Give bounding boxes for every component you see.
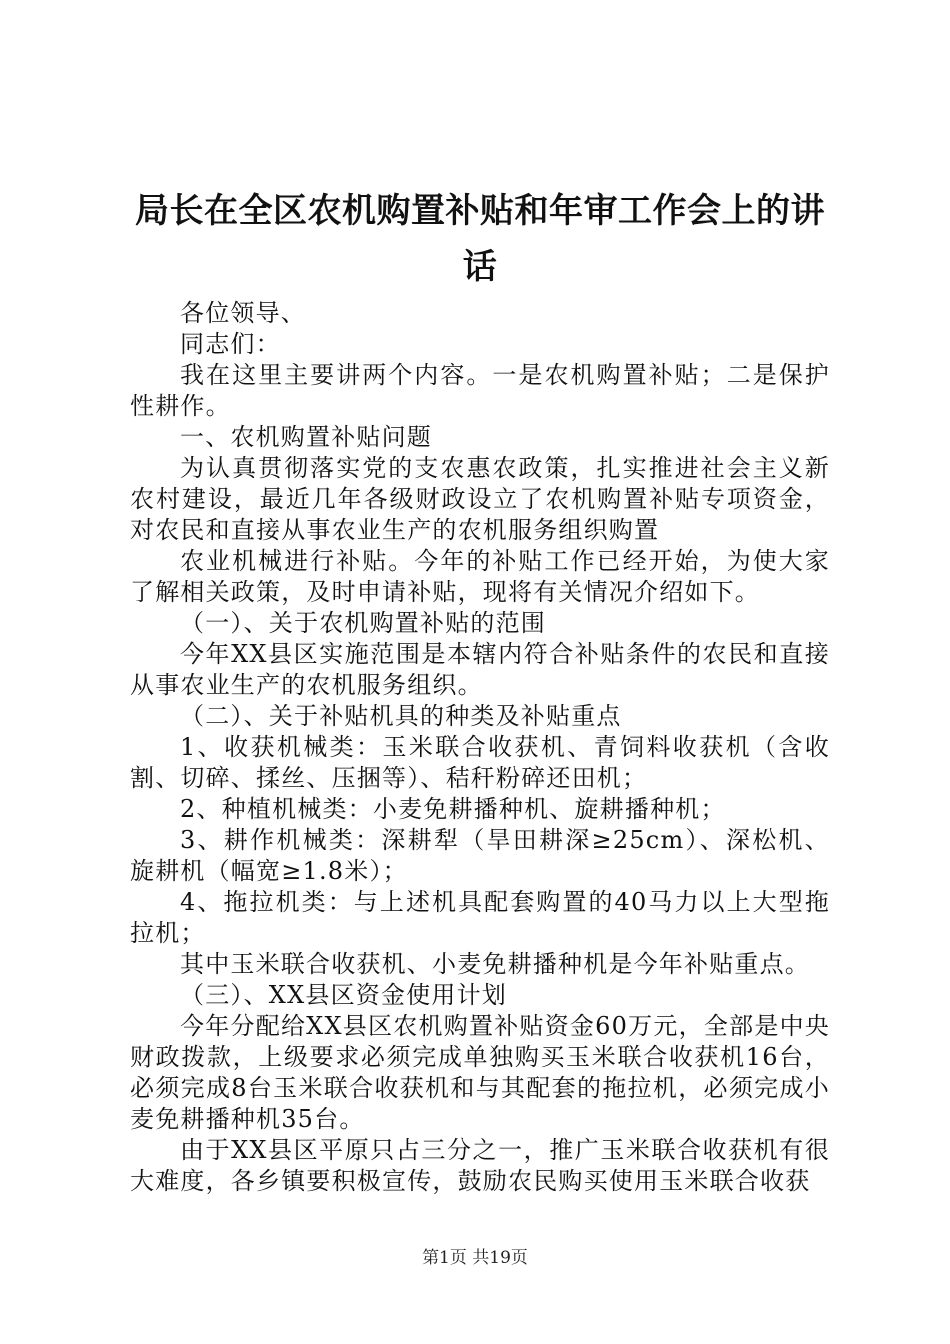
list-item-tractor: 4、拖拉机类：与上述机具配套购置的40马力以上大型拖拉机；: [130, 888, 830, 947]
paragraph-funding: 今年分配给XX县区农机购置补贴资金60万元，全部是中央财政拨款，上级要求必须完成单独购买玉米联合收获机16台，必须完成8台玉米联合收获机和与其配套的拖拉机，必须完成小麦免耕播种机35台。: [130, 1012, 830, 1133]
list-item-planting: 2、种植机械类：小麦免耕播种机、旋耕播种机；: [180, 795, 726, 823]
paragraph-salutation-2: 同志们：: [180, 330, 281, 358]
document-title: 局长在全区农机购置补贴和年审工作会上的讲话: [135, 191, 825, 287]
page-footer: 第1页 共19页: [422, 1248, 528, 1268]
paragraph-scope: 今年XX县区实施范围是本辖内符合补贴条件的农民和直接从事农业生产的农机服务组织。: [130, 640, 830, 699]
section-heading-1: 一、农机购置补贴问题: [180, 423, 432, 451]
subsection-heading-3: （三）、XX县区资金使用计划: [180, 981, 507, 1009]
document-body: [130, 298, 830, 1197]
list-item-tillage: 3、耕作机械类：深耕犁（旱田耕深≥25cm）、深松机、旋耕机（幅宽≥1.8米）；: [130, 826, 830, 885]
paragraph-difficulty: 由于XX县区平原只占三分之一，推广玉米联合收获机有很大难度，各乡镇要积极宣传，鼓励农民购买使用玉米联合收获: [130, 1136, 830, 1195]
list-item-harvest: 1、收获机械类：玉米联合收获机、青饲料收获机（含收割、切碎、揉丝、压捆等）、秸秆粉碎还田机；: [130, 733, 830, 792]
subsection-heading-2: （二）、关于补贴机具的种类及补贴重点: [180, 702, 622, 730]
paragraph-salutation-1: 各位领导、: [180, 299, 306, 327]
subsection-heading-1: （一）、关于农机购置补贴的范围: [180, 609, 546, 637]
paragraph-focus: 其中玉米联合收获机、小麦免耕播种机是今年补贴重点。: [180, 950, 810, 978]
paragraph-policy: 为认真贯彻落实党的支农惠农政策，扎实推进社会主义新农村建设，最近几年各级财政设立了农机购置补贴专项资金，对农民和直接从事农业生产的农机服务组织购置: [130, 454, 830, 544]
paragraph-intro: 我在这里主要讲两个内容。一是农机购置补贴；二是保护性耕作。: [130, 361, 830, 420]
paragraph-subsidy-start: 农业机械进行补贴。今年的补贴工作已经开始，为使大家了解相关政策，及时申请补贴，现将有关情况介绍如下。: [130, 547, 830, 606]
